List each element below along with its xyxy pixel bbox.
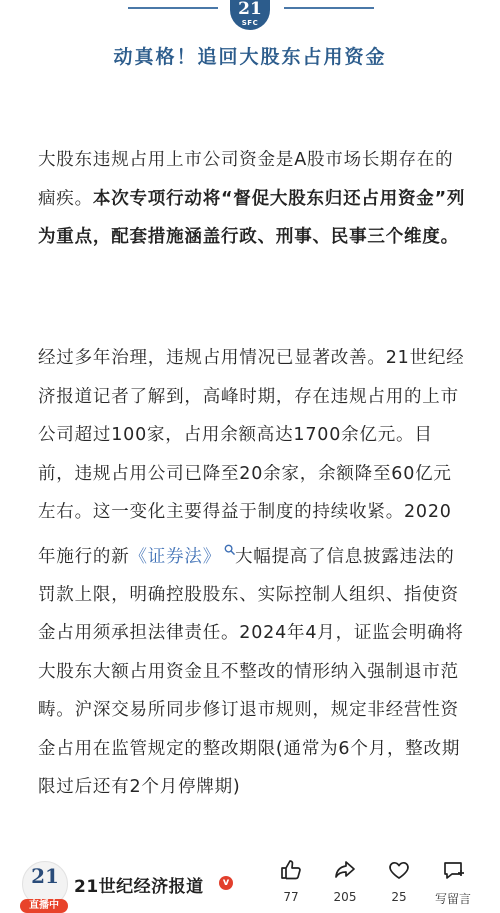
comment-label: 写留言 [434, 892, 471, 906]
like-button[interactable] [266, 858, 316, 904]
badge-tag: SFC [241, 19, 259, 27]
badge-number: 21 [238, 0, 262, 19]
like-count: 77 [283, 890, 299, 904]
paragraph-2-text-a: 经过多年治理，违规占用情况已显著改善。21世纪经济报道记者了解到，高峰时期，存在违规占用的上市公司超过100家，占用余额高达1700余亿元。目前，违规占用公司已降至20余家，余额降至60亿元左右。这一变化主要得益于制度的持续收紧。2020年施行的新 [38, 348, 465, 567]
comment-plus-icon [441, 858, 465, 882]
verified-badge: v [219, 876, 233, 890]
header-divider-right [284, 7, 374, 9]
favorite-count: 25 [391, 890, 407, 904]
heart-icon [387, 858, 411, 882]
write-comment-button[interactable] [428, 858, 478, 907]
article-title: 动真格！追回大股东占用资金 [113, 46, 387, 68]
paragraph-1-text: 大股东违规占用上市公司资金是A股市场长期存在的痼疾。 [38, 150, 454, 209]
article-paragraph-2 [38, 339, 468, 857]
paragraph-2-text-b: 大幅提高了信息披露违法的罚款上限，明确控股股东、实际控制人组织、指使资金占用须承担法律责任。2024年4月，证监会明确将大股东大额占用资金且不整改的情形纳入强制退市范畴。沪深交易所同步修订退市规则，规定非经营性资金占用在监管规定的整改期限(通常为6个月，整改期限过后还有2个月停牌期) [38, 546, 464, 798]
securities-law-link[interactable]: 《证券法》 [129, 546, 221, 567]
share-arrow-icon [333, 858, 357, 882]
favorite-button[interactable] [374, 858, 424, 904]
live-badge[interactable]: 直播中 [20, 899, 68, 913]
account-name[interactable]: 21世纪经济报道 [74, 877, 204, 897]
share-count: 205 [333, 890, 357, 904]
article-paragraph-1 [38, 141, 468, 257]
search-icon[interactable] [224, 544, 235, 558]
thumbs-up-icon [279, 858, 303, 882]
bottom-action-bar [0, 852, 500, 913]
share-button[interactable] [320, 858, 370, 904]
sfc-logo-badge [230, 0, 270, 30]
header-divider-left [128, 7, 218, 9]
paragraph-1-bold-text: 本次专项行动将“督促大股东归还占用资金”列为重点，配套措施涵盖行政、刑事、民事三个维度。 [38, 188, 466, 247]
avatar-number: 21 [31, 864, 59, 888]
